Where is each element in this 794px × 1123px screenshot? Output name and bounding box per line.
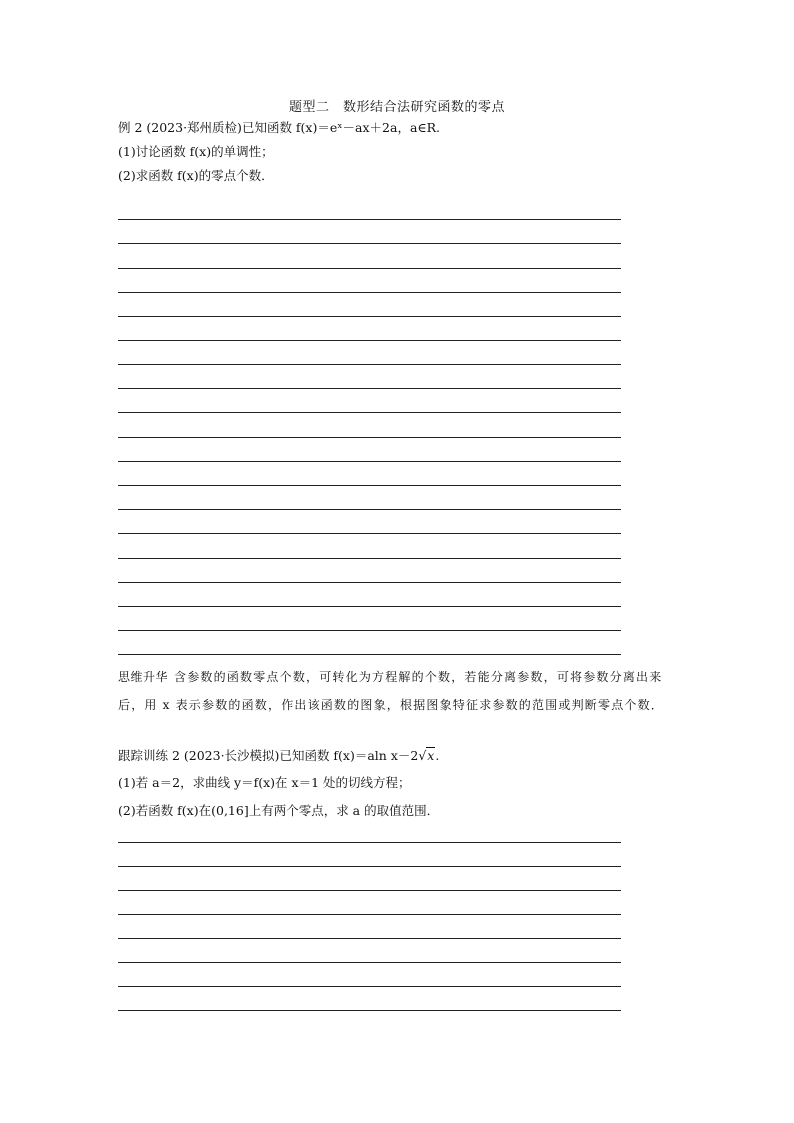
answer-line [118, 986, 621, 987]
thinking-summary [118, 663, 680, 719]
answer-line [118, 533, 621, 534]
answer-line [118, 890, 621, 891]
answer-line [118, 388, 621, 389]
answer-line [118, 630, 621, 631]
answer-line [118, 558, 621, 559]
answer-line [118, 292, 621, 293]
answer-line [118, 243, 621, 244]
section-heading: 题型二 数形结合法研究函数的零点 [288, 100, 505, 115]
example-part-1: (1)讨论函数 f(x)的单调性； [118, 144, 274, 159]
example-part-2: (2)求函数 f(x)的零点个数． [118, 168, 274, 183]
answer-line [118, 606, 621, 607]
answer-line [118, 316, 621, 317]
example-statement: 例 2 (2023·郑州质检)已知函数 f(x)＝eˣ－ax＋2a，a∈R. [118, 120, 441, 135]
sqrt-radicand: x [427, 748, 435, 763]
sqrt-symbol: √x [418, 748, 435, 763]
answer-line [118, 1010, 621, 1011]
answer-line [118, 842, 621, 843]
answer-line [118, 509, 621, 510]
answer-line [118, 485, 621, 486]
answer-line [118, 364, 621, 365]
answer-line [118, 938, 621, 939]
answer-line [118, 268, 621, 269]
answer-line [118, 340, 621, 341]
thinking-text: 含参数的函数零点个数，可转化为方程解的个数，若能分离参数，可将参数分离出来后，用 x 表示参数的函数，作出该函数的图象，根据图象特征求参数的范围或判断零点个数． [118, 670, 664, 712]
answer-line [118, 461, 621, 462]
answer-line [118, 914, 621, 915]
practice-part-2: (2)若函数 f(x)在(0,16]上有两个零点，求 a 的取值范围． [118, 803, 440, 818]
answer-line [118, 582, 621, 583]
answer-line [118, 412, 621, 413]
answer-line [118, 962, 621, 963]
answer-line [118, 219, 621, 220]
practice-part-1: (1)若 a＝2，求曲线 y＝f(x)在 x＝1 处的切线方程； [118, 775, 411, 790]
answer-line [118, 866, 621, 867]
practice-statement [118, 746, 439, 764]
thinking-lead: 思维升华 [118, 670, 169, 684]
answer-line [118, 437, 621, 438]
practice-statement-prefix: 跟踪训练 2 (2023·长沙模拟)已知函数 f(x)＝aln x－2 [118, 748, 419, 763]
practice-statement-suffix: . [435, 748, 440, 763]
answer-line [118, 654, 621, 655]
